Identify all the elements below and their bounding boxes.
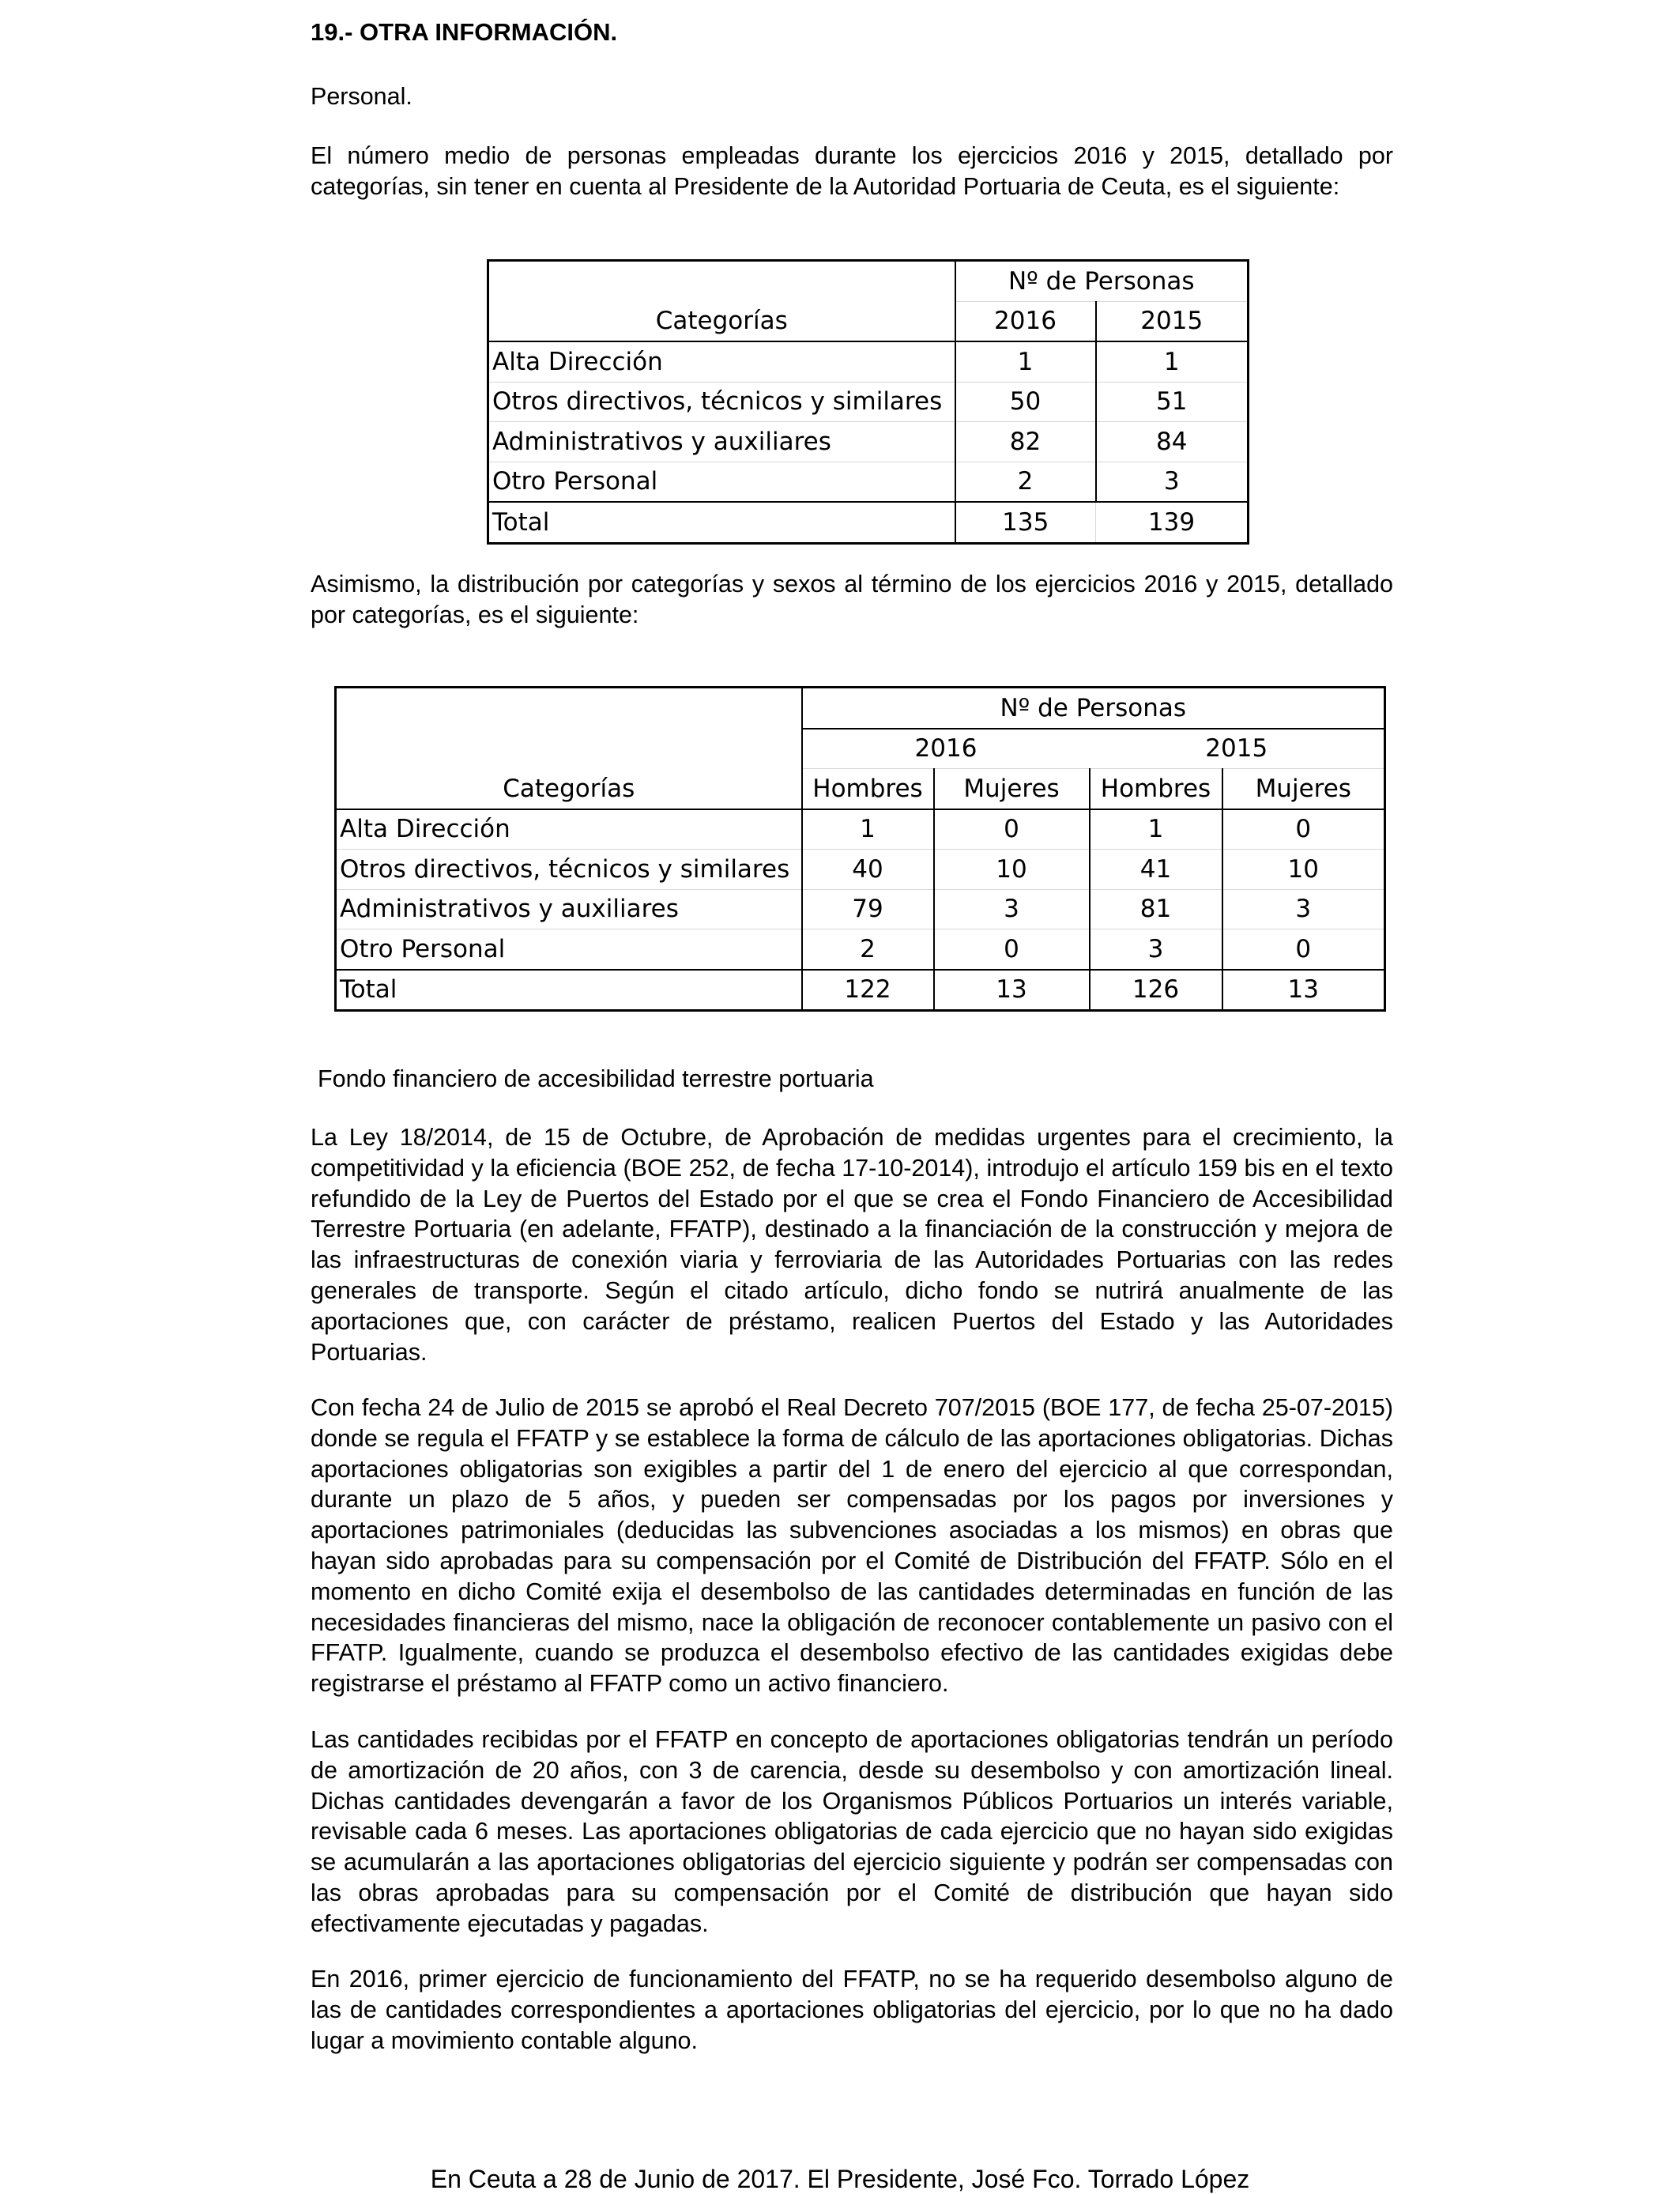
table2-value-cell: 10: [1222, 850, 1385, 890]
table2-subheader: Mujeres: [934, 769, 1090, 809]
table2-subheader: Hombres: [1090, 769, 1222, 809]
table1-category-cell: Otro Personal: [488, 462, 955, 502]
table1-category-cell: Administrativos y auxiliares: [488, 422, 955, 462]
table2-value-cell: 3: [934, 889, 1090, 929]
table2-value-cell: 2: [802, 929, 934, 970]
table1-year-2015: 2015: [1096, 301, 1249, 341]
table1-value-cell: 82: [955, 422, 1096, 462]
intro-paragraph: El número medio de personas empleadas durante los ejercicios 2016 y 2015, detallado por categorías, sin tener en cuenta al Presidente de la Autoridad Portuaria de Ceuta, es el siguiente:: [311, 142, 1393, 200]
table2-year-2016: 2016: [802, 729, 1090, 769]
table-row: [488, 382, 1249, 422]
table-row: [336, 809, 1385, 850]
table1-value-cell: 3: [1096, 462, 1249, 502]
table2-category-cell: Alta Dirección: [336, 809, 802, 850]
employees-average-table: [487, 259, 1249, 545]
footer-signature: En Ceuta a 28 de Junio de 2017. El Presidente, José Fco. Torrado López: [430, 2165, 1250, 2193]
table-row: [336, 850, 1385, 890]
personal-heading: Personal.: [311, 83, 412, 110]
table2-col-category: Categorías: [336, 769, 802, 809]
table2-value-cell: 1: [802, 809, 934, 850]
table1-total-value: 139: [1096, 502, 1249, 543]
table2-category-cell: Otro Personal: [336, 929, 802, 970]
table-row-total: [336, 970, 1385, 1011]
table2-value-cell: 40: [802, 850, 934, 890]
table1-category-cell: Alta Dirección: [488, 341, 955, 382]
table2-total-value: 122: [802, 970, 934, 1011]
table1-value-cell: 2: [955, 462, 1096, 502]
table1-group-header: Nº de Personas: [955, 261, 1249, 302]
table2-value-cell: 1: [1090, 809, 1222, 850]
second-paragraph: Asimismo, la distribución por categorías y sexos al término de los ejercicios 2016 y 2015, detallado por categorías, es el siguiente:: [311, 571, 1393, 628]
table2-year-2015: 2015: [1090, 729, 1385, 769]
table2-value-cell: 79: [802, 889, 934, 929]
table1-value-cell: 51: [1096, 382, 1249, 422]
table2-total-value: 13: [1222, 970, 1385, 1011]
table1-value-cell: 1: [1096, 341, 1249, 382]
table2-total-value: 126: [1090, 970, 1222, 1011]
table1-value-cell: 84: [1096, 422, 1249, 462]
table2-total-label: Total: [340, 975, 397, 1005]
table2-value-cell: 81: [1090, 889, 1222, 929]
table2-value-cell: 3: [1222, 889, 1385, 929]
table1-category-cell: Otros directivos, técnicos y similares: [488, 382, 955, 422]
table1-value-cell: 1: [955, 341, 1096, 382]
fund-paragraph-4: En 2016, primer ejercicio de funcionamiento del FFATP, no se ha requerido desembolso alguno de las de cantidades correspondientes a aportaciones obligatorias del ejercicio, por lo que no ha dado lugar a movimiento contable alguno.: [311, 1966, 1393, 2054]
table2-total-value: 13: [934, 970, 1090, 1011]
table-row: [336, 929, 1385, 970]
table-row: [488, 341, 1249, 382]
table2-value-cell: 0: [1222, 809, 1385, 850]
fund-heading: Fondo financiero de accesibilidad terrestre portuaria: [318, 1065, 874, 1092]
table1-total-value: 135: [955, 502, 1096, 543]
table2-subheader: Mujeres: [1222, 769, 1385, 809]
table2-group-header: Nº de Personas: [802, 688, 1385, 729]
table1-total-label: Total: [492, 507, 550, 537]
table2-value-cell: 0: [1222, 929, 1385, 970]
table1-col-category: Categorías: [488, 301, 955, 341]
employees-gender-table: [334, 686, 1386, 1012]
table-row-total: [488, 502, 1249, 543]
table2-category-cell: Otros directivos, técnicos y similares: [336, 850, 802, 890]
table2-subheader: Hombres: [802, 769, 934, 809]
table2-category-cell: Administrativos y auxiliares: [336, 889, 802, 929]
table-row: [488, 462, 1249, 502]
table2-value-cell: 10: [934, 850, 1090, 890]
table-row: [336, 889, 1385, 929]
fund-paragraph-3: Las cantidades recibidas por el FFATP en concepto de aportaciones obligatorias tendrán un período de amortización de 20 años, con 3 de carencia, desde su desembolso y con amortización lineal. Dichas cantidades devengarán a favor de los Organismos Públicos Portuarios un interés variable, revisable cada 6 meses. Las aportaciones obligatorias de cada ejercicio que no hayan sido exigidas se acumularán a las aportaciones obligatorias del ejercicio siguiente y podrán ser compensadas con las obras aprobadas para su compensación por el Comité de distribución que hayan sido efectivamente ejecutadas y pagadas.: [311, 1726, 1393, 1937]
table2-value-cell: 0: [934, 809, 1090, 850]
section-title: 19.- OTRA INFORMACIÓN.: [311, 18, 618, 46]
fund-paragraph-2: Con fecha 24 de Julio de 2015 se aprobó el Real Decreto 707/2015 (BOE 177, de fecha 25-07-2015) donde se regula el FFATP y se establece la forma de cálculo de las aportaciones obligatorias. Dichas aportaciones obligatorias son exigibles a partir del 1 de enero del ejercicio al que correspondan, durante un plazo de 5 años, y pueden ser compensadas por los pagos por inversiones y aportaciones patrimoniales (deducidas las subvenciones asociadas a los mismos) en obras que hayan sido aprobadas para su compensación por el Comité de Distribución del FFATP. Sólo en el momento en dicho Comité exija el desembolso de las cantidades determinadas en función de las necesidades financieras del mismo, nace la obligación de reconocer contablemente un pasivo con el FFATP. Igualmente, cuando se produzca el desembolso efectivo de las cantidades exigidas debe registrarse el préstamo al FFATP como un activo financiero.: [311, 1394, 1393, 1698]
table-row: [488, 422, 1249, 462]
table1-value-cell: 50: [955, 382, 1096, 422]
table2-value-cell: 0: [934, 929, 1090, 970]
table2-value-cell: 41: [1090, 850, 1222, 890]
table2-value-cell: 3: [1090, 929, 1222, 970]
fund-paragraph-1: La Ley 18/2014, de 15 de Octubre, de Aprobación de medidas urgentes para el crecimiento, la competitividad y la eficiencia (BOE 252, de fecha 17-10-2014), introdujo el artículo 159 bis en el texto refundido de la Ley de Puertos del Estado por el que se crea el Fondo Financiero de Accesibilidad Terrestre Portuaria (en adelante, FFATP), destinado a la financiación de la construcción y mejora de las infraestructuras de conexión viaria y ferroviaria de las Autoridades Portuarias con las redes generales de transporte. Según el citado artículo, dicho fondo se nutrirá anualmente de las aportaciones que, con carácter de préstamo, realicen Puertos del Estado y las Autoridades Portuarias.: [311, 1124, 1393, 1366]
table1-year-2016: 2016: [955, 301, 1096, 341]
